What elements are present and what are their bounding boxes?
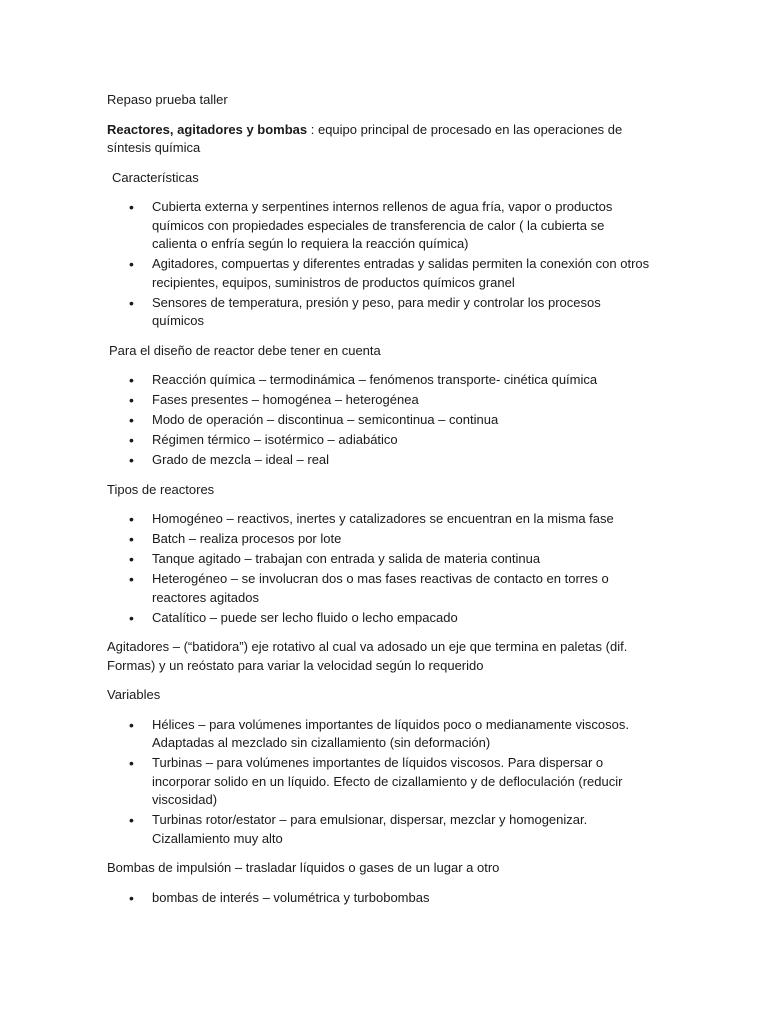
intro-text: : equipo principal de procesado en las operaciones de síntesis química bbox=[107, 121, 623, 155]
caracteristicas-list bbox=[107, 198, 652, 331]
bombas-list bbox=[107, 889, 652, 908]
list-item: • Catalítico – puede ser lecho fluido o lecho empacado bbox=[107, 609, 652, 628]
list-item: • Agitadores, compuertas y diferentes entradas y salidas permiten la conexión con otros recipientes, equipos, suministros de productos químicos granel bbox=[107, 255, 652, 292]
list-item: • Batch – realiza procesos por lote bbox=[107, 530, 652, 549]
list-item: • Cubierta externa y serpentines internos rellenos de agua fría, vapor o productos químicos con propiedades especiales de transferencia de calor ( la cubierta se calienta o enfría según lo requiera la reacción química) bbox=[107, 198, 652, 254]
tipos-heading: Tipos de reactores bbox=[107, 481, 215, 497]
list-item: • Sensores de temperatura, presión y peso, para medir y controlar los procesos químicos bbox=[107, 294, 652, 331]
intro-paragraph bbox=[107, 121, 652, 158]
list-item: • Hélices – para volúmenes importantes de líquidos poco o medianamente viscosos. Adaptadas al mezclado sin cizallamiento (sin deformación) bbox=[107, 716, 652, 753]
list-item: • Reacción química – termodinámica – fenómenos transporte- cinética química bbox=[107, 371, 652, 390]
document-page bbox=[107, 91, 652, 918]
list-item: • Fases presentes – homogénea – heterogénea bbox=[107, 391, 652, 410]
list-item: • Turbinas rotor/estator – para emulsionar, dispersar, mezclar y homogenizar. Cizallamiento muy alto bbox=[107, 811, 652, 848]
list-item: • Grado de mezcla – ideal – real bbox=[107, 451, 652, 470]
bombas-heading: Bombas de impulsión – trasladar líquidos o gases de un lugar a otro bbox=[107, 860, 500, 875]
agitadores-paragraph: Agitadores – (“batidora”) eje rotativo al cual va adosado un eje que termina en paletas (dif. Formas) y un reóstato para variar la velocidad según lo requerido bbox=[107, 639, 628, 673]
list-item: • Heterogéneo – se involucran dos o mas fases reactivas de contacto en torres o reactores agitados bbox=[107, 570, 652, 607]
caracteristicas-heading: Características bbox=[112, 169, 199, 185]
intro-bold-term: Reactores, agitadores y bombas bbox=[107, 121, 308, 137]
diseno-list bbox=[107, 371, 652, 470]
list-item: • Turbinas – para volúmenes importantes de líquidos viscosos. Para dispersar o incorporar solido en un líquido. Efecto de cizallamiento y de defloculación (reducir viscosidad) bbox=[107, 754, 652, 810]
list-item: • bombas de interés – volumétrica y turbobombas bbox=[107, 889, 652, 908]
list-item: • Modo de operación – discontinua – semicontinua – continua bbox=[107, 411, 652, 430]
list-item: • Tanque agitado – trabajan con entrada y salida de materia continua bbox=[107, 550, 652, 569]
variables-heading: Variables bbox=[107, 687, 161, 702]
document-title: Repaso prueba taller bbox=[107, 92, 228, 107]
tipos-list bbox=[107, 510, 652, 627]
variables-list bbox=[107, 716, 652, 849]
diseno-heading: Para el diseño de reactor debe tener en cuenta bbox=[109, 342, 381, 358]
list-item: • Homogéneo – reactivos, inertes y catalizadores se encuentran en la misma fase bbox=[107, 510, 652, 529]
list-item: • Régimen térmico – isotérmico – adiabático bbox=[107, 431, 652, 450]
